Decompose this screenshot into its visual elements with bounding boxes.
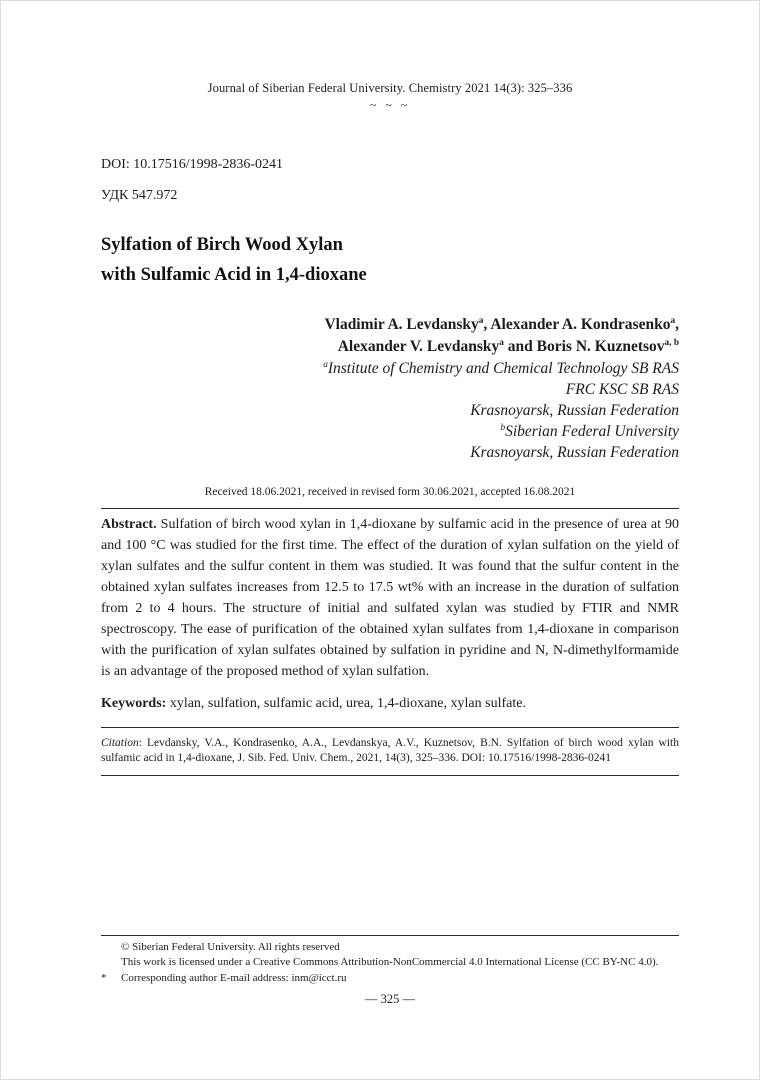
affiliation-marker: b: [500, 422, 506, 433]
affiliation-line: [101, 379, 679, 400]
affiliation-line: [101, 400, 679, 421]
title-line-1: Sylfation of Birch Wood Xylan: [101, 235, 343, 255]
citation-bottom-rule: [101, 775, 679, 776]
authors-block: [101, 314, 679, 463]
affiliation-marker: a: [323, 359, 328, 370]
license-line: This work is licensed under a Creative Commons Attribution-NonCommercial 4.0 International License (CC BY-NC 4.0).: [121, 956, 659, 969]
citation-label: Citation: [101, 737, 139, 749]
affiliation-line: [101, 421, 679, 442]
author-line-1: [101, 314, 679, 336]
citation-top-rule: [101, 727, 679, 728]
affiliation-marker: a: [670, 315, 676, 326]
received-dates-line: Received 18.06.2021, received in revised form 30.06.2021, accepted 16.08.2021: [204, 486, 576, 498]
title-line-2: with Sulfamic Acid in 1,4-dioxane: [101, 265, 367, 285]
keywords-label: Keywords:: [101, 696, 167, 711]
affiliation-line: [101, 358, 679, 379]
affiliation-line: [101, 442, 679, 463]
citation-paragraph: [101, 736, 679, 766]
citation-text: : Levdansky, V.A., Kondrasenko, A.A., Levdanskya, A.V., Kuznetsov, B.N. Sylfation of birch wood xylan with sulfamic acid in 1,4-dioxane, J. Sib. Fed. Univ. Chem., 2021, 14(3), 325–336. DOI: 10.17516/1998-2836-0241: [101, 737, 679, 764]
affiliation-marker: a: [478, 315, 484, 326]
abstract-label: Abstract.: [101, 517, 157, 532]
affiliation-marker: a: [499, 337, 504, 348]
page-content: [1, 1, 759, 776]
page-number: — 325 —: [365, 991, 415, 1006]
header-ornament: ~ ~ ~: [369, 98, 411, 112]
affiliation-text: Krasnoyarsk, Russian Federation: [470, 402, 679, 419]
author-name: and Boris N. Kuznetsov: [503, 338, 665, 355]
article-title: [101, 230, 679, 290]
author-line-2: [101, 336, 679, 358]
footnote-asterisk: *: [101, 971, 107, 984]
author-name: Alexander V. Levdansky: [337, 338, 500, 355]
journal-header-line: Journal of Siberian Federal University. Chemistry 2021 14(3): 325–336: [207, 81, 573, 95]
page-footer: [101, 935, 679, 1007]
copyright-line: © Siberian Federal University. All rights reserved: [121, 941, 340, 953]
keywords-text: xylan, sulfation, sulfamic acid, urea, 1,4-dioxane, xylan sulfate.: [169, 696, 526, 711]
abstract-top-rule: [101, 508, 679, 509]
footnote-rule: [101, 935, 679, 936]
author-line-punctuation: ,: [675, 316, 679, 333]
author-name: Vladimir A. Levdansky: [324, 316, 479, 333]
udk-line: УДК 547.972: [101, 188, 178, 203]
abstract-paragraph: [101, 514, 679, 682]
corresponding-author-line: [101, 971, 679, 986]
affiliation-text: Siberian Federal University: [505, 423, 679, 440]
affiliation-text: Institute of Chemistry and Chemical Technology SB RAS: [327, 360, 679, 377]
author-name: , Alexander A. Kondrasenko: [483, 316, 671, 333]
affiliation-text: FRC KSC SB RAS: [565, 381, 679, 398]
affiliation-marker: a, b: [664, 337, 679, 348]
corresponding-author-text: Corresponding author E-mail address: inm@icct.ru: [121, 971, 347, 984]
doi-line: DOI: 10.17516/1998-2836-0241: [101, 157, 283, 172]
abstract-text: Sulfation of birch wood xylan in 1,4-dioxane by sulfamic acid in the presence of urea at 90 and 100 °C was studied for the first time. The effect of the duration of xylan sulfation on the yield of xylan sulfates and the sulfur content in them was studied. It was found that the sulfur content in the obtained xylan sulfates increases from 12.5 to 17.5 wt% with an increase in the duration of sulfation from 2 to 4 hours. The structure of initial and sulfated xylan was studied by FTIR and NMR spectroscopy. The ease of purification of the obtained xylan sulfates from 1,4-dioxane in comparison with the purification of xylan sulfates obtained by sulfation in pyridine and N, N-dimethylformamide is an advantage of the proposed method of xylan sulfation.: [101, 517, 679, 679]
affiliation-text: Krasnoyarsk, Russian Federation: [470, 444, 679, 461]
keywords-paragraph: [101, 693, 679, 714]
